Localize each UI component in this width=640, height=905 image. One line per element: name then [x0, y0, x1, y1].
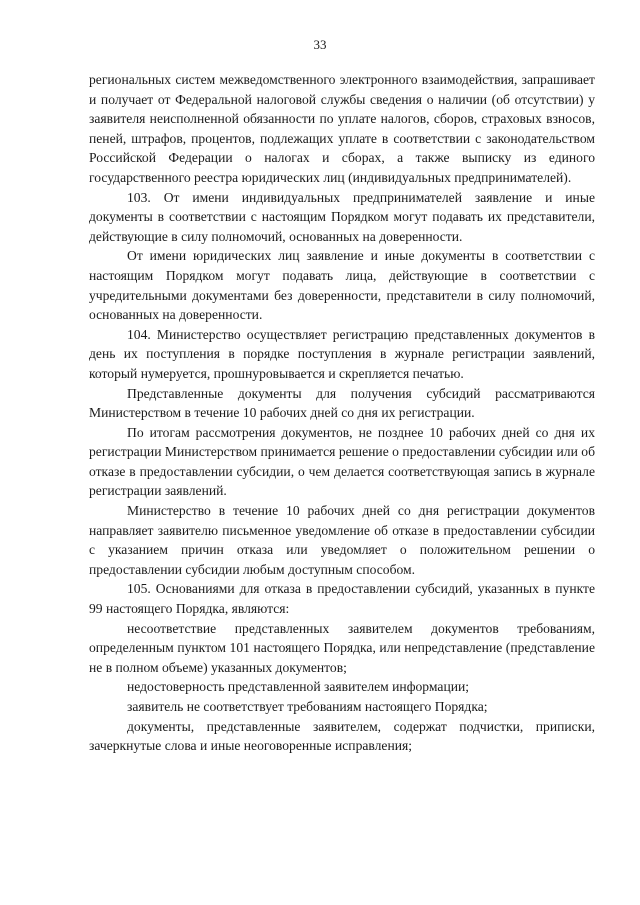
list-item-corrections: документы, представленные заявителем, содержат подчистки, приписки, зачеркнутые слова и иные неоговоренные исправления;	[89, 718, 595, 754]
document-body	[89, 70, 595, 756]
list-item-noncompliance: заявитель не соответствует требованиям настоящего Порядка;	[127, 699, 488, 714]
paragraph-continuation: региональных систем межведомственного электронного взаимодействия, запрашивает и получает от Федеральной налоговой службы сведения о наличии (об отсутствии) у заявителя неисполненной обязанности по уплате налогов, сборов, страховых взносов, пеней, штрафов, процентов, подлежащих уплате в соответствии с законодательством Российской Федерации о налогах и сборах, а также выписку из единого государственного реестра юридических лиц (индивидуальных предпринимателей).	[89, 72, 595, 185]
paragraph-legal-entities: От имени юридических лиц заявление и иные документы в соответствии с настоящим Порядком могут подавать лица, действующие в соответствии с учредительными документами без доверенности, представители в силу полномочий, основанных на доверенности.	[89, 248, 595, 323]
paragraph-103: 103. От имени индивидуальных предпринимателей заявление и иные документы в соответствии с настоящим Порядком могут подавать их представители, действующие в силу полномочий, основанных на доверенности.	[89, 189, 595, 244]
paragraph-105: 105. Основаниями для отказа в предоставлении субсидий, указанных в пункте 99 настоящего Порядка, являются:	[89, 581, 595, 617]
page-number: 33	[313, 37, 327, 52]
list-item-unreliable-info: недостоверность представленной заявителем информации;	[127, 679, 470, 695]
paragraph-decision: По итогам рассмотрения документов, не позднее 10 рабочих дней со дня их регистрации Министерством принимается решение о предоставлении субсидии или об отказе в предоставлении субсидии, о чем делается соответствующая запись в журнале регистрации заявлений.	[89, 424, 595, 499]
paragraph-104: 104. Министерство осуществляет регистрацию представленных документов в день их поступления в порядке поступления в журнале регистрации заявлений, который нумеруется, прошнуровывается и скрепляется печатью.	[89, 326, 595, 381]
paragraph-notification: Министерство в течение 10 рабочих дней со дня регистрации документов направляет заявителю письменное уведомление об отказе в предоставлении субсидии с указанием причин отказа или уведомляет о положительном решении о предоставлении субсидии любым доступным способом.	[89, 503, 595, 577]
list-item-nonconformity: несоответствие представленных заявителем документов требованиям, определенным пунктом 101 настоящего Порядка, или непредставление (представление не в полном объеме) указанных документов;	[89, 620, 595, 675]
paragraph-review-period: Представленные документы для получения субсидий рассматриваются Министерством в течение 10 рабочих дней со дня их регистрации.	[89, 385, 595, 421]
